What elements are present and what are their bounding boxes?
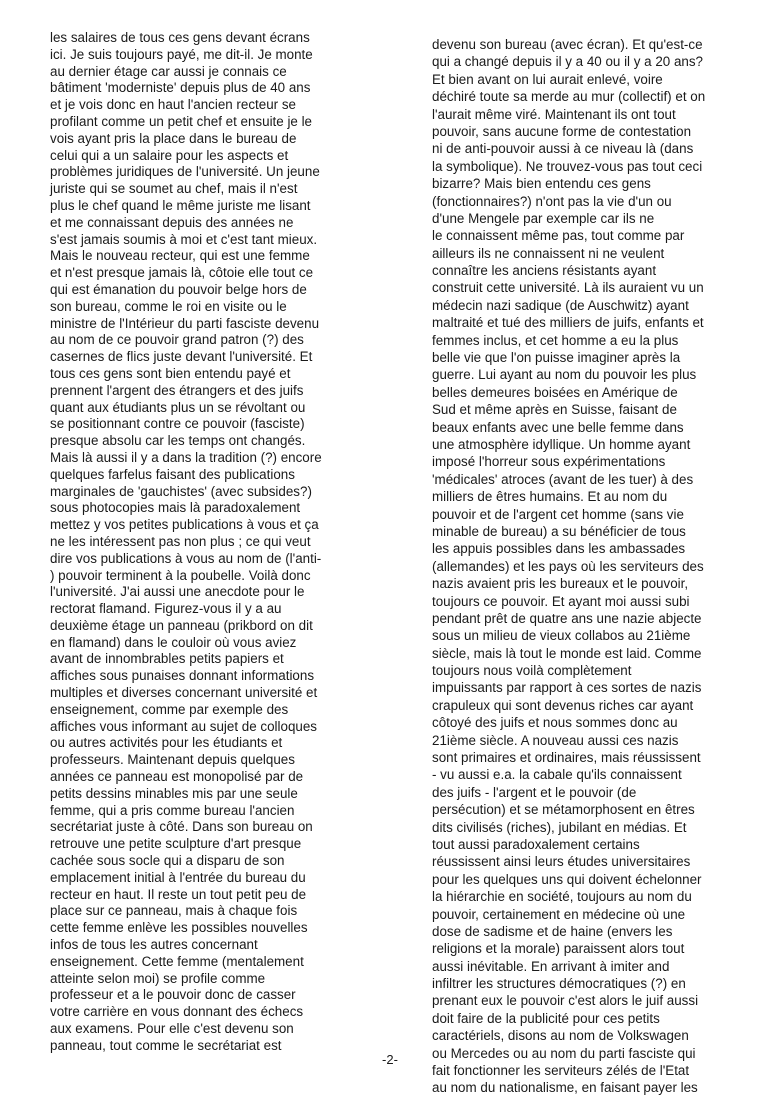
text-line: atteinte selon moi) se profile comme (50, 970, 266, 986)
text-line: ici. Je suis toujours payé, me dit-il. Je monte (50, 46, 313, 62)
text-line: infos de tous les autres concernant (50, 937, 258, 953)
text-line: problèmes juridiques de l'université. Un jeune (50, 164, 320, 180)
text-line: ministre de l'Intérieur du parti fasciste devenu (50, 315, 320, 331)
text-line: Et bien avant on lui aurait enlevé, voire (432, 71, 663, 87)
text-line: secrétariat juste à côté. Dans son bureau on (50, 819, 313, 835)
text-line: vois ayant pris la place dans le bureau de (50, 130, 297, 146)
text-line: cachée sous socle qui a disparu de son (50, 853, 285, 869)
text-line: cette femme enlève les possibles nouvelles (50, 920, 308, 936)
text-line: connaître les anciens résistants ayant (432, 263, 657, 279)
text-line: retrouve une petite sculpture d'art presque (50, 836, 302, 852)
text-line: multiples et diverses concernant université et (50, 685, 318, 701)
text-line: impuissants par rapport à ces sortes de nazis (432, 680, 702, 696)
text-line: réussissent ainsi leurs études universitaires (432, 854, 691, 870)
text-line: son bureau, comme le roi en visite ou le (50, 298, 287, 314)
text-line: toujours nous voilà complètement (432, 663, 632, 679)
text-line: minable de bureau) a su bénéficier de tous (432, 523, 686, 539)
text-line: médecin nazi sadique (de Auschwitz) ayant (432, 297, 689, 313)
text-line: femme, qui a pris comme bureau l'ancien (50, 802, 295, 818)
text-line: ou Mercedes ou au nom du parti fasciste qui (432, 1045, 696, 1061)
text-line: guerre. Lui ayant au nom du pouvoir les plus (432, 367, 697, 383)
text-line: beaux enfants avec une belle femme dans (432, 419, 684, 435)
text-line: s'est jamais soumis à moi et c'est tant mieux. (50, 231, 318, 247)
text-line: devenu son bureau (avec écran). Et qu'est-ce (432, 37, 703, 52)
text-line: persécution) et se métamorphosent en êtres (432, 802, 695, 818)
text-line: Mais là aussi il y a dans la tradition (?) encore (50, 449, 322, 465)
text-line: imposé l'horreur sous expérimentations (432, 454, 666, 470)
text-line: ni de anti-pouvoir aussi à ce niveau là (dans (432, 141, 694, 157)
text-line: doit faire de la publicité pour ces petits (432, 1010, 660, 1026)
text-line: - vu aussi e.a. la cabale qu'ils connaissent (432, 767, 682, 783)
text-line: ) pouvoir terminent à la poubelle. Voilà donc (50, 567, 311, 583)
text-line: tout aussi paradoxalement certains (432, 836, 640, 852)
text-line: profilant comme un petit chef et ensuite je le (50, 113, 313, 129)
text-line: la symbolique). Ne trouvez-vous pas tout ceci (432, 158, 703, 174)
text-line: Sud et même après en Suisse, faisant de (432, 402, 677, 418)
text-line: belles demeures boisées en Amérique de (432, 384, 678, 400)
text-line: qui a changé depuis il y a 40 ou il y a 20 ans? (432, 54, 703, 70)
text-line: belle vie que l'on puisse imaginer après la (432, 350, 681, 366)
text-line: et n'est presque jamais là, côtoie elle tout ce (50, 265, 314, 281)
text-line: déchiré toute sa merde au mur (collectif) et on (432, 89, 706, 105)
text-line: 21ième siècle. A nouveau aussi ces nazis (432, 732, 679, 748)
text-line: les salaires de tous ces gens devant écrans (50, 30, 310, 45)
text-line: construit cette université. Là ils auraient vu un (432, 280, 704, 296)
text-line: fait fonctionner les serviteurs zélés de l'Etat (432, 1063, 690, 1079)
text-line: juriste qui se soumet au chef, mais il n'est (50, 181, 298, 197)
text-line: maltraité et tué des milliers de juifs, enfants et (432, 315, 704, 331)
text-line: presque absolu car les temps ont changés. (50, 433, 306, 449)
text-line: femmes inclus, et cet homme a eu la plus (432, 332, 679, 348)
text-line: tous ces gens sont bien entendu payé et (50, 365, 291, 381)
text-line: dire vos publications à vous au nom de (l'anti- (50, 550, 322, 566)
text-line: ou autres activités pour les étudiants et (50, 735, 283, 751)
text-line: et je vois donc en haut l'ancien recteur se (50, 97, 296, 113)
text-line: en flamand) dans le couloir où vous aviez (50, 634, 297, 650)
text-line: rectorat flamand. Figurez-vous il y a au (50, 601, 282, 617)
text-line: se positionnant contre ce pouvoir (fasciste) (50, 416, 305, 432)
text-line: l'aurait même viré. Maintenant ils ont tout (432, 106, 676, 122)
text-line: toujours ce pouvoir. Et ayant moi aussi subi (432, 593, 690, 609)
text-line: quelques farfelus faisant des publications (50, 466, 295, 482)
text-line: pouvoir et de l'argent cet homme (sans vie (432, 506, 684, 522)
text-line: le connaissent même pas, tout comme par (432, 228, 685, 244)
text-line: votre carrière en vous donnant des échecs (50, 1004, 304, 1020)
text-line: casernes de flics juste devant l'université. Et (50, 349, 313, 365)
text-line: ne les intéressent pas non plus ; ce qui veut (50, 533, 311, 549)
text-line: au dernier étage car aussi je connais ce (50, 63, 287, 79)
text-line: enseignement, comme par exemple des (50, 701, 289, 717)
text-line: l'université. J'ai aussi une anecdote pour le (50, 584, 305, 600)
text-line: sous photocopies mais là paradoxalement (50, 500, 301, 516)
text-line: années ce panneau est monopolisé par de (50, 769, 304, 785)
text-line: affiches sous punaises donnant informations (50, 668, 315, 684)
left-text-column (50, 30, 362, 1055)
text-line: bizarre? Mais bien entendu ces gens (432, 176, 651, 192)
text-line: professeur et a le pouvoir donc de casser (50, 987, 296, 1003)
text-line: Mais le nouveau recteur, qui est une femme (50, 248, 310, 264)
text-line: pour les quelques uns qui doivent échelonner (432, 871, 702, 887)
text-line: bâtiment 'moderniste' depuis plus de 40 ans (50, 80, 311, 96)
text-line: pouvoir, certainement en médecine où une (432, 906, 686, 922)
text-line: plus le chef quand le même juriste me lisant (50, 197, 311, 213)
text-line: quant aux étudiants plus un se révoltant ou (50, 399, 306, 415)
text-line: emplacement initial à l'entrée du bureau du (50, 869, 306, 885)
text-line: marginales de 'gauchistes' (avec subsides?) (50, 483, 312, 499)
text-line: (allemandes) et les pays où les serviteurs des (432, 558, 704, 574)
text-line: sous un milieu de vieux collabos au 21ième (432, 628, 691, 644)
text-line: mettez y vos petites publications à vous et ça (50, 517, 319, 533)
text-line: ailleurs ils ne connaissent ni ne veulent (432, 245, 665, 261)
text-line: et me connaissant depuis des années ne (50, 214, 294, 230)
text-line: caractériels, disons au nom de Volkswagen (432, 1028, 689, 1044)
text-line: crapuleux qui sont devenus riches car ayant (432, 697, 694, 713)
text-line: côtoyé des juifs et nous sommes donc au (432, 715, 678, 731)
text-line: au nom du nationalisme, en faisant payer les (432, 1080, 698, 1096)
text-line: 'médicales' atroces (avant de les tuer) à des (432, 471, 694, 487)
text-line: avant de innombrables petits papiers et (50, 651, 284, 667)
text-line: sont primaires et ordinaires, mais réussissent (432, 750, 701, 766)
text-line: religions et la morale) paraissent alors tout (432, 941, 685, 957)
text-line: celui qui a un salaire pour les aspects et (50, 147, 289, 163)
text-line: aux examens. Pour elle c'est devenu son (50, 1021, 294, 1037)
text-line: dose de sadisme et de haine (envers les (432, 923, 673, 939)
text-line: prenant eux le pouvoir c'est alors le juif aussi (432, 993, 699, 1009)
text-line: une atmosphère idyllique. Un homme ayant (432, 436, 691, 452)
text-line: au nom de ce pouvoir grand patron (?) des (50, 332, 304, 348)
text-line: professeurs. Maintenant depuis quelques (50, 752, 295, 768)
text-line: panneau, tout comme le secrétariat est (50, 1037, 282, 1053)
text-line: la hiérarchie en société, toujours au nom du (432, 889, 692, 905)
text-line: enseignement. Cette femme (mentalement (50, 953, 304, 969)
text-line: prennent l'argent des étrangers et des juifs (50, 382, 304, 398)
text-line: infiltrer les structures démocratiques (?) en (432, 976, 686, 992)
text-line: deuxième étage un panneau (prikbord on dit (50, 617, 313, 633)
text-line: pouvoir, sans aucune forme de contestation (432, 123, 692, 139)
text-line: qui est émanation du pouvoir belge hors de (50, 281, 307, 297)
text-line: pendant prêt de quatre ans une nazie abjecte (432, 610, 702, 626)
text-line: d'une Mengele par exemple car ils ne (432, 210, 655, 226)
text-line: petits dessins minables mis par une seule (50, 785, 298, 801)
text-line: (fonctionnaires?) n'ont pas la vie d'un ou (432, 193, 672, 209)
text-line: siècle, mais là tout le monde est laid. Comme (432, 645, 702, 661)
page-number: -2- (382, 1052, 398, 1067)
right-text-column (432, 36, 732, 1097)
text-line: nazis avaient pris les bureaux et le pouvoir, (432, 576, 689, 592)
text-line: recteur en haut. Il reste un tout petit peu de (50, 886, 307, 902)
text-line: place sur ce panneau, mais à chaque fois (50, 903, 298, 919)
text-line: milliers de êtres humains. Et au nom du (432, 489, 668, 505)
text-line: les appuis possibles dans les ambassades (432, 541, 686, 557)
text-line: des juifs - l'argent et le pouvoir (de (432, 784, 637, 800)
text-line: dits civilisés (riches), jubilant en médias. Et (432, 819, 687, 835)
text-line: aussi inévitable. En arrivant à imiter and (432, 958, 670, 974)
text-line: affiches vous informant au sujet de colloques (50, 718, 317, 734)
